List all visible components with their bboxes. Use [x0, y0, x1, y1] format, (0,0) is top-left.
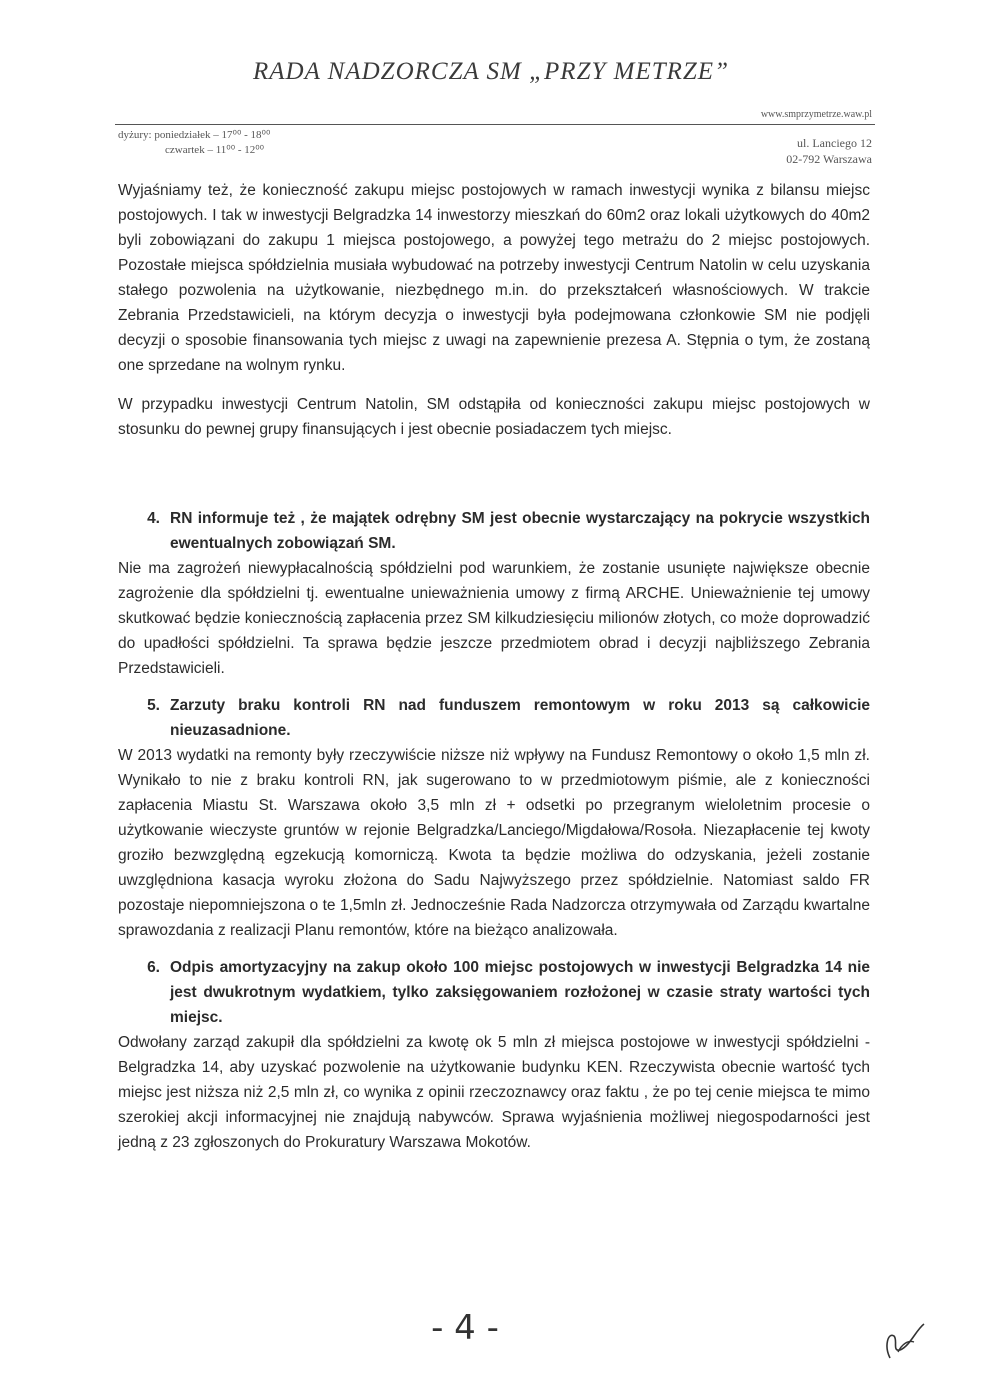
body-paragraph-2: W przypadku inwestycji Centrum Natolin, SM odstąpiła od konieczności zakupu miejsc postojowych w stosunku do pewnej grupy finansujących i jest obecnie posiadaczem tych miejsc. [118, 396, 870, 438]
section-5-text: W 2013 wydatki na remonty były rzeczywiście niższe niż wpływy na Fundusz Remontowy o około 1,5 mln zł. Wynikało to nie z braku kontroli RN, jak sugerowano to w przedmiotowym piśmie, ale z konieczności zapłacenia Miastu St. Warszawa około 3,5 mln zł + odsetki po przegranym wieloletnim procesie o użytkowanie wieczyste gruntów w rejonie Belgradzka/Lanciego/Migdałowa/Rosoła. Niezapłacenie tej kwoty groziło bezwzględną egzekucją komorniczą. Kwota ta będzie możliwa do odzyskania, jeżeli zostanie uwzględniona kasacja wyroku złożona do Sadu Najwyższego przez spółdzielnie. Natomiast saldo FR pozostaje niepomniejszona o te 1,5mln zł. Jednocześnie Rada Nadzorcza otrzymywała od Zarządu kwartalne sprawozdania z realizacji Planu remontów, które na bieżąco analizowała. [118, 747, 870, 939]
section-4-heading [118, 506, 870, 556]
address [786, 135, 872, 167]
page-number: - 4 - [431, 1308, 499, 1348]
duty-hours [118, 128, 270, 158]
document-body [118, 178, 870, 1155]
body-paragraph-1: Wyjaśniamy też, że konieczność zakupu miejsc postojowych w ramach inwestycji wynika z bilansu miejsc postojowych. I tak w inwestycji Belgradzka 14 inwestorzy mieszkań do 60m2 oraz lokali użytkowych do 40m2 byli zobowiązani do zakupu 1 miejsca postojowego, a powyżej tego metrażu do 2 miejsc postojowych. Pozostałe miejsca spółdzielnia musiała wybudować na potrzeby inwestycji Centrum Natolin w celu uzyskania stałego pozwolenia na użytkowanie, niezbędnego m.in. do przekształceń własnościowych. W trakcie Zebrania Przedstawicieli, na którym decyzja o inwestycji była podejmowana członkowie SM nie podjęli decyzji o sposobie finansowania tych miejsc z uwagi na zapewnienie prezesa A. Stępnia o tym, że zostaną one sprzedane na wolnym rynku. [118, 182, 870, 374]
section-5-heading [118, 693, 870, 743]
website-url: www.smprzymetrze.waw.pl [760, 109, 872, 120]
header-divider [115, 124, 875, 125]
duty-hours-monday: dyżury: poniedziałek – 17⁰⁰ - 18⁰⁰ [118, 129, 271, 141]
letterhead-title: RADA NADZORCZA SM „PRZY METRZE” [253, 58, 729, 85]
address-city: 02-792 Warszawa [786, 152, 872, 166]
address-street: ul. Lanciego 12 [797, 136, 872, 150]
section-6-text: Odwołany zarząd zakupił dla spółdzielni za kwotę ok 5 mln zł miejsca postojowe w inwestycji spółdzielni - Belgradzka 14, aby uzyskać pozwolenie na użytkowanie budynku KEN. Rzeczywista obecnie wartość tych miejsc jest niższa niż 2,5 mln zł, co wynika z opinii rzeczoznawcy oraz faktu , że po tej cenie miejsca te mimo szerokiej akcji informacyjnej nie znajdują nabywców. Sprawa wyjaśnienia możliwej niegospodarności jest jedną z 23 zgłoszonych do Prokuratury Warszawa Mokotów. [118, 1034, 870, 1151]
handwritten-initials [880, 1318, 930, 1368]
section-6-heading [118, 955, 870, 1030]
section-5-title: Zarzuty braku kontroli RN nad funduszem remontowym w roku 2013 są całkowicie nieuzasadnione. [170, 697, 870, 739]
duty-hours-thursday: czwartek – 11⁰⁰ - 12⁰⁰ [165, 144, 265, 156]
section-6-number: 6. [147, 959, 160, 976]
section-5-number: 5. [147, 697, 160, 714]
section-4-text: Nie ma zagrożeń niewypłacalnością spółdzielni pod warunkiem, że zostanie usunięte największe obecnie zagrożenie dla spółdzielni tj. ewentualne unieważnienia umowy z firmą ARCHE. Unieważnienie tej umowy skutkować będzie koniecznością zapłacenia przez SM kilkudziesięciu milionów złotych, co może doprowadzić do upadłości spółdzielni. Ta sprawa będzie jeszcze przedmiotem obrad i decyzji najbliższego Zebrania Przedstawicieli. [118, 560, 870, 677]
section-4-title: RN informuje też , że majątek odrębny SM jest obecnie wystarczający na pokrycie wszystkich ewentualnych zobowiązań SM. [170, 510, 870, 552]
section-4-number: 4. [147, 510, 160, 527]
section-6-title: Odpis amortyzacyjny na zakup około 100 miejsc postojowych w inwestycji Belgradzka 14 nie jest dwukrotnym wydatkiem, tylko zaksięgowaniem rozłożonej w czasie straty wartości tych miejsc. [170, 959, 870, 1026]
